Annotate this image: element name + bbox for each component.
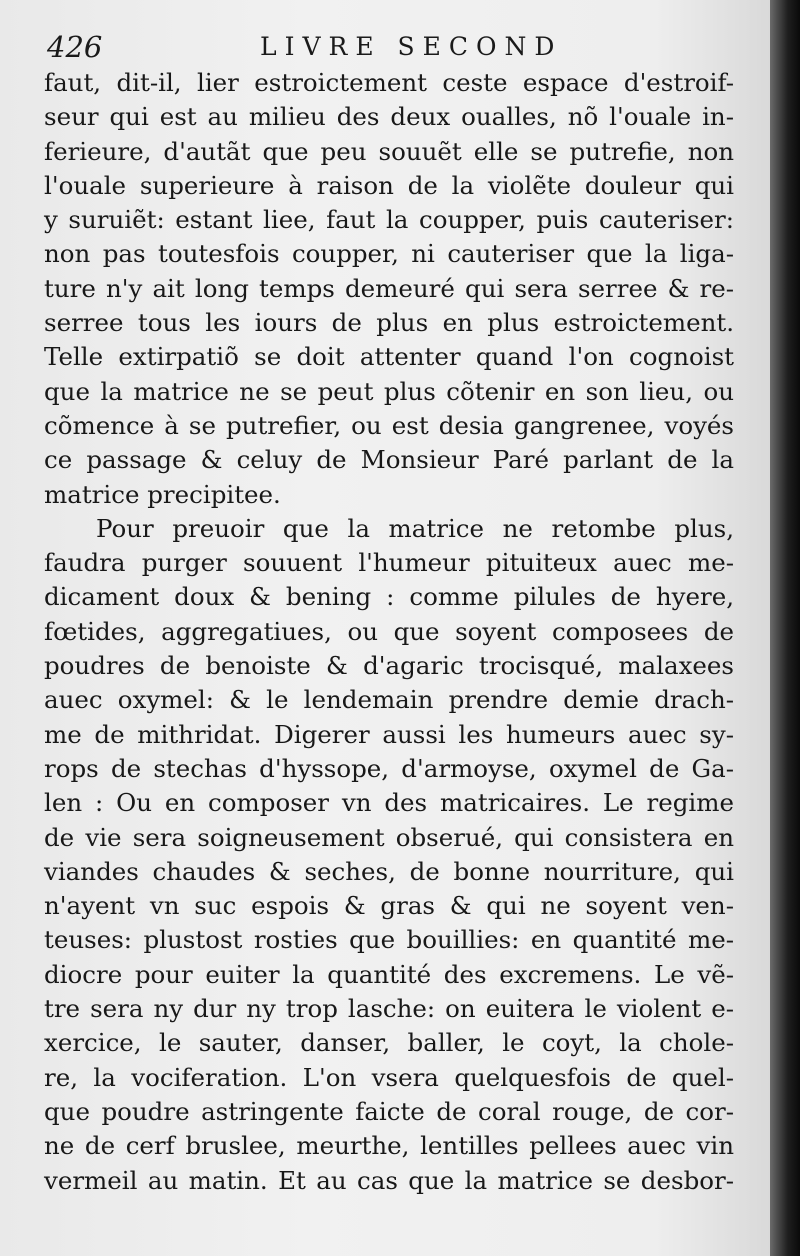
book-gutter-shadow xyxy=(770,0,800,1256)
text-line: non pas toutesfois coupper, ni cauteriser que la liga- xyxy=(44,239,734,269)
text-line: re, la vociferation. L'on vsera quelquesfois de quel- xyxy=(44,1062,734,1092)
page-number: 426 xyxy=(47,30,103,64)
text-line: me de mithridat. Digerer aussi les humeurs auec sy- xyxy=(44,719,734,749)
text-line: serree tous les iours de plus en plus estroictement. xyxy=(44,308,734,338)
text-line: tre sera ny dur ny trop lasche: on euitera le violent e- xyxy=(44,994,734,1024)
text-line: ferieure, d'autãt que peu souuẽt elle se putrefie, non xyxy=(44,136,734,166)
text-line: vermeil au matin. Et au cas que la matrice se desbor- xyxy=(44,1165,734,1195)
text-line: que poudre astringente faicte de coral rouge, de cor- xyxy=(44,1096,734,1126)
text-line: n'ayent vn suc espois & gras & qui ne soyent ven- xyxy=(44,891,734,921)
text-line: que la matrice ne se peut plus cõtenir en son lieu, ou xyxy=(44,376,734,406)
text-line: fœtides, aggregatiues, ou que soyent composees de xyxy=(44,616,734,646)
text-line: viandes chaudes & seches, de bonne nourriture, qui xyxy=(44,856,734,886)
text-line: faudra purger souuent l'humeur pituiteux auec me- xyxy=(44,548,734,578)
text-line: dicament doux & bening : comme pilules de hyere, xyxy=(44,582,734,612)
paragraph-start-line: Pour preuoir que la matrice ne retombe plus, xyxy=(96,513,734,543)
text-line: cõmence à se putrefier, ou est desia gangrenee, voyés xyxy=(44,410,734,440)
text-line: ture n'y ait long temps demeuré qui sera serree & re- xyxy=(44,273,734,303)
running-head xyxy=(45,28,745,64)
running-title: LIVRE SECOND xyxy=(260,32,563,61)
text-line: l'ouale superieure à raison de la violẽte douleur qui xyxy=(44,170,734,200)
text-line: teuses: plustost rosties que bouillies: en quantité me- xyxy=(44,925,734,955)
body-text xyxy=(44,66,734,1198)
text-line: de vie sera soigneusement obserué, qui consistera en xyxy=(44,822,734,852)
text-line: ce passage & celuy de Monsieur Paré parlant de la xyxy=(44,445,734,475)
text-line: faut, dit-il, lier estroictement ceste espace d'estroif- xyxy=(44,68,734,97)
text-line: auec oxymel: & le lendemain prendre demie drach- xyxy=(44,685,734,715)
text-line: seur qui est au milieu des deux oualles, nõ l'ouale in- xyxy=(44,102,734,132)
text-line: Telle extirpatiõ se doit attenter quand l'on cognoist xyxy=(44,342,734,372)
text-line: y suruiẽt: estant liee, faut la coupper, puis cauteriser: xyxy=(44,205,734,235)
paragraph-end-line: matrice precipitee. xyxy=(44,479,281,509)
text-line: len : Ou en composer vn des matricaires. Le regime xyxy=(44,788,734,818)
text-line: diocre pour euiter la quantité des excremens. Le vẽ- xyxy=(44,959,734,989)
text-line: ne de cerf bruslee, meurthe, lentilles pellees auec vin xyxy=(44,1131,734,1161)
text-line: xercice, le sauter, danser, baller, le coyt, la chole- xyxy=(44,1028,734,1058)
text-line: poudres de benoiste & d'agaric trocisqué, malaxees xyxy=(44,651,734,681)
text-line: rops de stechas d'hyssope, d'armoyse, oxymel de Ga- xyxy=(44,753,734,783)
